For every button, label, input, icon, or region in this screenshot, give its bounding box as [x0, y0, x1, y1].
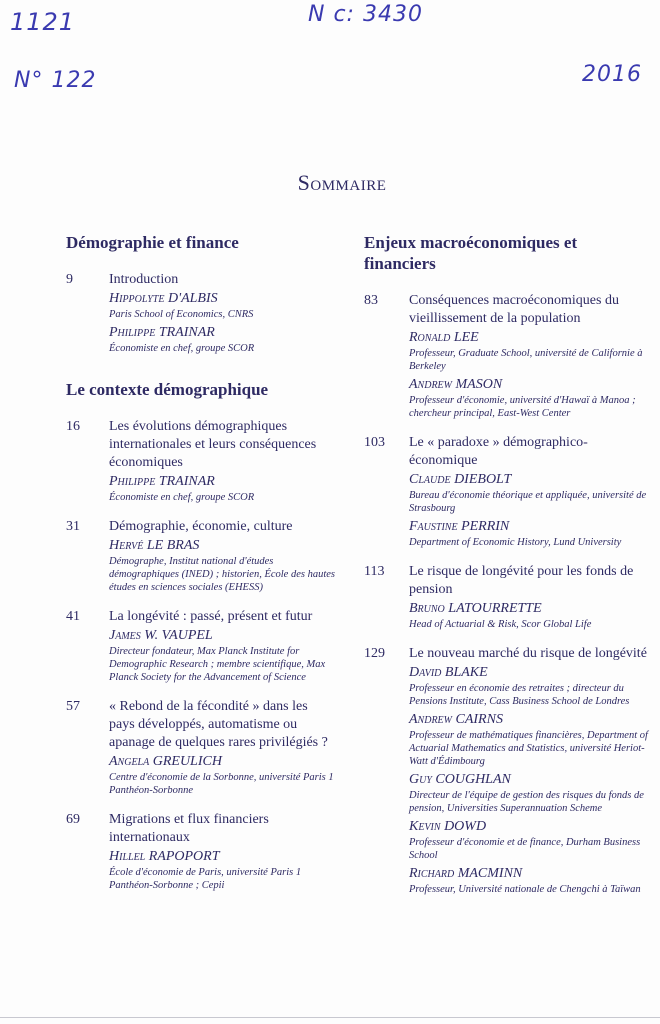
author-affiliation: Professeur de mathématiques financières, Department of Actuarial Mathematics and Statistics, université Heriot-Watt d'Édimbourg — [409, 730, 648, 767]
page-number: 16 — [66, 419, 80, 434]
article-title: La longévité : passé, présent et futur — [109, 609, 313, 624]
page-number: 9 — [66, 272, 73, 287]
author-first-name: Hervé — [109, 538, 144, 553]
article-title: Migrations et flux financiers internationaux — [109, 812, 269, 845]
author-first-name: Faustine — [409, 519, 458, 534]
page-title: Sommaire — [297, 170, 387, 195]
author-affiliation: Head of Actuarial & Risk, Scor Global Life — [409, 619, 592, 630]
author-affiliation: Professeur, Graduate School, université de Californie à Berkeley — [409, 348, 643, 372]
toc-entry — [66, 698, 336, 797]
section-heading: Démographie et finance — [66, 233, 239, 252]
author-affiliation: Bureau d'économie théorique et appliquée, université de Strasbourg — [409, 490, 647, 514]
author-name — [109, 473, 336, 491]
page-number: 57 — [66, 699, 80, 714]
page-number: 69 — [66, 812, 80, 827]
handwritten-code-top-center: N c: 3430 — [308, 2, 423, 27]
author-name — [409, 518, 648, 536]
author-first-name: Andrew — [409, 712, 452, 727]
author-name — [109, 753, 336, 771]
author-last-name: COUGHLAN — [435, 772, 511, 787]
toc-entry — [364, 645, 648, 896]
author-affiliation: Professeur d'économie, université d'Hawaï à Manoa ; chercheur principal, East-West Center — [409, 395, 636, 419]
author-first-name: Richard — [409, 866, 455, 881]
section-heading: Le contexte démographique — [66, 380, 269, 399]
toc-left-column — [66, 232, 336, 906]
author-affiliation: Démographe, Institut national d'études démographiques (INED) ; historien, École des hautes études en sciences sociales (EHESS) — [109, 556, 336, 593]
author-last-name: DOWD — [444, 819, 487, 834]
toc-entry — [66, 418, 336, 504]
author-name — [409, 600, 648, 618]
author-affiliation: Professeur en économie des retraites ; directeur du Pensions Institute, Cass Business School de Londres — [409, 683, 630, 707]
handwritten-year: 2016 — [582, 62, 642, 87]
author-last-name: VAUPEL — [161, 628, 213, 643]
toc-entry — [66, 271, 336, 355]
author-last-name: TRAINAR — [158, 325, 215, 340]
author-first-name: Philippe — [109, 325, 156, 340]
author-affiliation: Professeur d'économie et de finance, Durham Business School — [409, 837, 641, 861]
page-number: 113 — [364, 564, 385, 579]
author-first-name: Kevin — [409, 819, 441, 834]
author-name — [409, 771, 648, 789]
article-title: Le nouveau marché du risque de longévité — [409, 646, 647, 661]
author-name — [409, 711, 648, 729]
author-affiliation: Department of Economic History, Lund University — [409, 537, 622, 548]
handwritten-issue-number: N° 122 — [14, 68, 97, 93]
author-name — [409, 818, 648, 836]
toc-entry — [66, 608, 336, 684]
author-last-name: LEE — [453, 330, 479, 345]
page-number: 83 — [364, 293, 378, 308]
toc-entry — [364, 563, 648, 631]
author-last-name: CAIRNS — [455, 712, 503, 727]
author-last-name: GREULICH — [152, 754, 222, 769]
author-first-name: Andrew — [409, 377, 452, 392]
page-number: 129 — [364, 646, 385, 661]
article-title: Conséquences macroéconomiques du vieillissement de la population — [409, 293, 619, 326]
author-name — [409, 865, 648, 883]
article-title: « Rebond de la fécondité » dans les pays développés, automatisme ou apanage de quelques rares privilégiés ? — [109, 699, 328, 750]
author-first-name: Hippolyte — [109, 291, 165, 306]
author-affiliation: Directeur fondateur, Max Planck Institute for Demographic Research ; membre scientifique, Max Planck Society for the Advancement of Science — [109, 646, 326, 683]
author-first-name: Angela — [109, 754, 150, 769]
toc-entry — [364, 434, 648, 549]
toc-entry — [66, 811, 336, 892]
article-title: Le « paradoxe » démographico-économique — [409, 435, 588, 468]
article-title: Introduction — [109, 272, 179, 287]
author-first-name: Bruno — [409, 601, 445, 616]
article-title: Le risque de longévité pour les fonds de pension — [409, 564, 634, 597]
author-first-name: David — [409, 665, 442, 680]
author-first-name: Hillel — [109, 849, 146, 864]
author-name — [109, 324, 336, 342]
toc-entry — [66, 518, 336, 594]
article-title: Les évolutions démographiques internationales et leurs conséquences économiques — [109, 419, 317, 470]
author-last-name: D'ALBIS — [167, 291, 218, 306]
author-affiliation: Économiste en chef, groupe SCOR — [109, 343, 255, 354]
author-last-name: RAPOPORT — [148, 849, 220, 864]
author-name — [409, 664, 648, 682]
author-affiliation: Paris School of Economics, CNRS — [109, 309, 254, 320]
author-first-name: James W. — [109, 628, 159, 643]
author-last-name: MACMINN — [457, 866, 523, 881]
page-number: 103 — [364, 435, 385, 450]
section-heading: Enjeux macroéconomiques et financiers — [364, 233, 578, 273]
author-affiliation: Centre d'économie de la Sorbonne, université Paris 1 Panthéon-Sorbonne — [109, 772, 334, 796]
author-name — [109, 537, 336, 555]
author-last-name: TRAINAR — [158, 474, 215, 489]
author-last-name: BLAKE — [444, 665, 488, 680]
handwritten-code-top-left: 1121 — [10, 8, 76, 36]
article-title: Démographie, économie, culture — [109, 519, 293, 534]
author-last-name: PERRIN — [461, 519, 510, 534]
author-first-name: Ronald — [409, 330, 451, 345]
author-first-name: Claude — [409, 472, 451, 487]
author-last-name: LE BRAS — [146, 538, 200, 553]
author-affiliation: École d'économie de Paris, université Paris 1 Panthéon-Sorbonne ; Cepii — [109, 867, 302, 891]
author-name — [409, 471, 648, 489]
toc-right-column — [364, 232, 648, 910]
author-name — [409, 329, 648, 347]
page-number: 31 — [66, 519, 80, 534]
author-name — [109, 627, 336, 645]
author-name — [409, 376, 648, 394]
author-name — [109, 848, 336, 866]
page-number: 41 — [66, 609, 80, 624]
author-affiliation: Professeur, Université nationale de Chengchi à Taïwan — [409, 884, 641, 895]
author-affiliation: Directeur de l'équipe de gestion des risques du fonds de pension, Universities Superannuation Scheme — [409, 790, 644, 814]
author-first-name: Guy — [409, 772, 432, 787]
bottom-divider — [0, 1017, 660, 1018]
author-affiliation: Économiste en chef, groupe SCOR — [109, 492, 255, 503]
toc-entry — [364, 292, 648, 420]
author-first-name: Philippe — [109, 474, 156, 489]
author-last-name: LATOURRETTE — [448, 601, 542, 616]
author-name — [109, 290, 336, 308]
author-last-name: MASON — [455, 377, 503, 392]
author-last-name: DIEBOLT — [454, 472, 512, 487]
